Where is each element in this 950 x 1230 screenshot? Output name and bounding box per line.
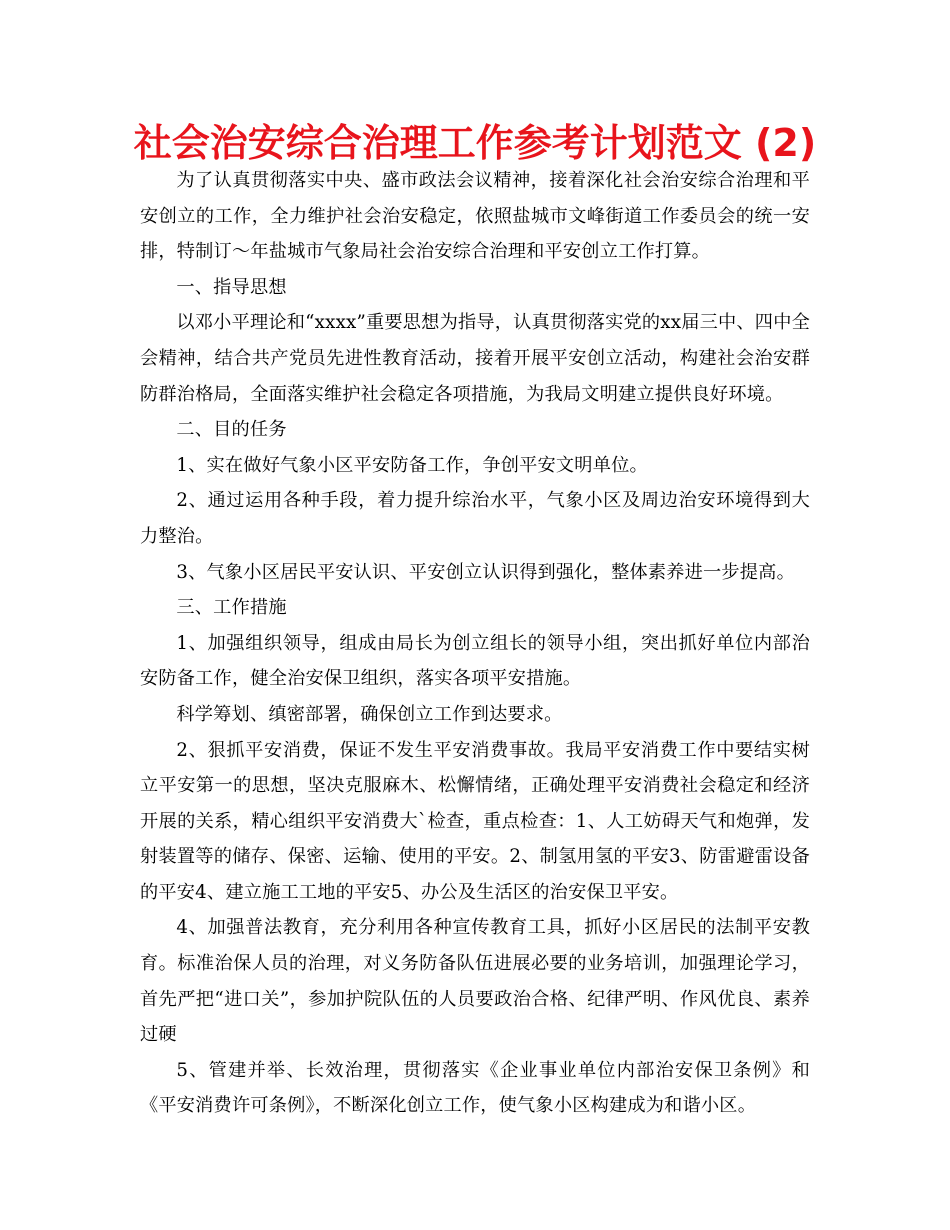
measure-item-5: 5、管建并举、长效治理，贯彻落实《企业事业单位内部治安保卫条例》和《平安消费许可条例》，不断深化创立工作，使气象小区构建成为和谐小区。 <box>140 1059 810 1117</box>
measure-item-2: 2、狠抓平安消费，保证不发生平安消费事故。我局平安消费工作中要结实树立平安第一的思想，坚决克服麻木、松懈情绪，正确处理平安消费社会稳定和经济开展的关系，精心组织平安消费大`检查，重点检查：1、人工妨碍天气和炮弹，发射装置等的储存、保密、运输、使用的平安。2、制氢用氢的平安3、防雷避雷设备的平安4、建立施工工地的平安5、办公及生活区的治安保卫平安。 <box>140 739 810 903</box>
goal-item-2: 2、通过运用各种手段，着力提升综治水平，气象小区及周边治安环境得到大力整治。 <box>140 490 810 547</box>
section-heading-guiding-ideology: 一、指导思想 <box>176 276 287 298</box>
measure-item-4: 4、加强普法教育，充分利用各种宣传教育工具，抓好小区居民的法制平安教育。标准治保人员的治理，对义务防备队伍进展必要的业务培训，加强理论学习，首先严把“进口关”，参加护院队伍的人员要政治合格、纪律严明、作风优良、素养过硬 <box>140 917 810 1046</box>
goal-item-1: 1、实在做好气象小区平安防备工作，争创平安文明单位。 <box>176 454 648 476</box>
measure-item-1: 1、加强组织领导，组成由局长为创立组长的领导小组，突出抓好单位内部治安防备工作，健全治安保卫组织，落实各项平安措施。 <box>140 632 810 690</box>
section-heading-measures: 三、工作措施 <box>176 597 287 619</box>
guiding-ideology-paragraph: 以邓小平理论和“xxxx”重要思想为指导，认真贯彻落实党的xx届三中、四中全会精神，结合共产党员先进性教育活动，接着开展平安创立活动，构建社会治安群防群治格局，全面落实维护社会稳定各项措施，为我局文明建立提供良好环境。 <box>140 312 810 405</box>
document-title: 社会治安综合治理工作参考计划范文 (2) <box>133 121 817 165</box>
section-heading-goals: 二、目的任务 <box>176 419 287 441</box>
intro-paragraph: 为了认真贯彻落实中央、盛市政法会议精神，接着深化社会治安综合治理和平安创立的工作，全力维护社会治安稳定，依照盐城市文峰街道工作委员会的统一安排，特制订～年盐城市气象局社会治安综合治理和平安创立工作打算。 <box>140 170 810 263</box>
goal-item-3: 3、气象小区居民平安认识、平安创立认识得到强化，整体素养进一步提高。 <box>176 561 795 583</box>
measure-item-1-continued: 科学筹划、缜密部署，确保创立工作到达要求。 <box>176 703 563 725</box>
document-body <box>140 163 810 1124</box>
